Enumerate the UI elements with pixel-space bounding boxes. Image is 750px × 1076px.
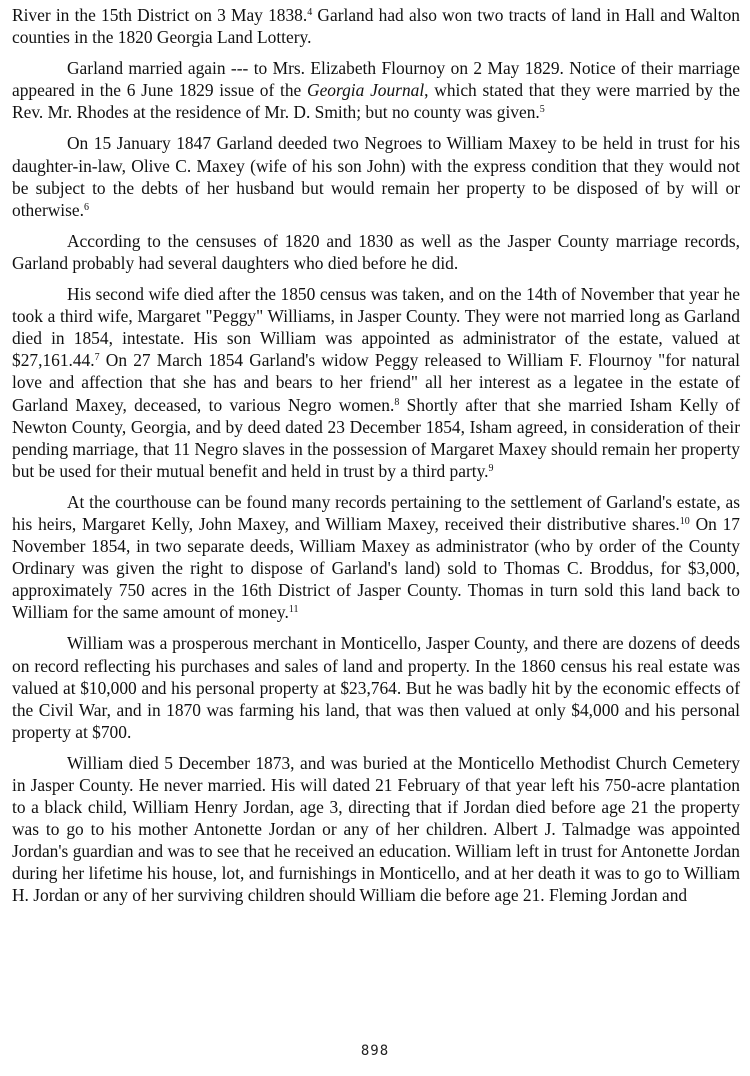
footnote-reference: 10	[679, 515, 690, 527]
paragraph	[12, 632, 740, 742]
paragraph-text: At the courthouse can be found many records pertaining to the settlement of Garland's estate, as his heirs, Margaret Kelly, John Maxey, and William Maxey, received their distributive shares.	[12, 491, 740, 534]
publication-title: Georgia Journal	[307, 80, 425, 101]
footnote-reference: 5	[539, 104, 545, 116]
paragraph	[12, 230, 740, 274]
paragraph	[12, 4, 740, 48]
paragraph-text: Shortly after that she married Isham Kelly of Newton County, Georgia, and by deed dated 23 December 1854, Isham agreed, in consideration of their pending marriage, that 11 Negro slaves in the possession of Margaret Maxey should remain her property but be used for their mutual benefit and held in trust by a third party.	[12, 394, 740, 481]
paragraph	[12, 752, 740, 907]
paragraph	[12, 491, 740, 624]
page-number: 898	[360, 1043, 390, 1059]
paragraph-text: On 15 January 1847 Garland deeded two Negroes to William Maxey to be held in trust for his daughter-in-law, Olive C. Maxey (wife of his son John) with the express condition that they would not be subject to the debts of her husband but would remain her property to be disposed of by will or otherwise.	[12, 133, 740, 220]
paragraph-text: On 27 March 1854 Garland's widow Peggy released to William F. Flournoy "for natural love and affection that she has and bears to her friend" all her interest as a legatee in the estate of Garland Maxey, deceased, to various Negro women.	[12, 350, 740, 415]
paragraph	[12, 283, 740, 482]
footnote-reference: 6	[83, 201, 89, 213]
paragraph	[12, 57, 740, 123]
paragraph-text: Garland married again --- to Mrs. Elizabeth Flournoy on 2 May 1829. Notice of their marriage appeared in the 6 June 1829 issue of the	[12, 58, 740, 101]
document-page	[12, 4, 740, 916]
footnote-reference: 4	[307, 7, 313, 18]
footnote-reference: 7	[94, 352, 100, 364]
paragraph	[12, 132, 740, 220]
paragraph-text: William died 5 December 1873, and was buried at the Monticello Methodist Church Cemetery in Jasper County. He never married. His will dated 21 February of that year left his 750-acre plantation to a black child, William Henry Jordan, age 3, directing that if Jordan died before age 21 the property was to go to his mother Antonette Jordan or any of her children. Albert J. Talmadge was appointed Jordan's guardian and was to see that he received an education. William left in trust for Antonette Jordan during her lifetime his house, lot, and furnishings in Monticello, and at her death it was to go to William H. Jordan or any of her surviving children should William die before age 21. Fleming Jordan and	[12, 752, 740, 906]
paragraph-text: Garland had also won two tracts of land in Hall and Walton counties in the 1820 Georgia Land Lottery.	[12, 5, 740, 48]
paragraph-text: According to the censuses of 1820 and 1830 as well as the Jasper County marriage records, Garland probably had several daughters who died before he did.	[12, 230, 740, 273]
paragraph-text: On 17 November 1854, in two separate deeds, William Maxey as administrator (who by order of the County Ordinary was given the right to dispose of Garland's land) sold to Thomas C. Broddus, for $3,000, approximately 750 acres in the 16th District of Jasper County. Thomas in turn sold this land back to William for the same amount of money.	[12, 513, 740, 623]
footnote-reference: 9	[488, 462, 494, 474]
footnote-reference: 8	[394, 396, 400, 408]
footnote-reference: 11	[288, 604, 299, 616]
paragraph-text: His second wife died after the 1850 census was taken, and on the 14th of November that year he took a third wife, Margaret "Peggy" Williams, in Jasper County. They were not married long as Garland died in 1854, intestate. His son William was appointed as administrator of the estate, valued at $27,161.44.	[12, 284, 740, 371]
paragraph-text: William was a prosperous merchant in Monticello, Jasper County, and there are dozens of deeds on record reflecting his purchases and sales of land and property. In the 1860 census his real estate was valued at $10,000 and his personal property at $23,764. But he was badly hit by the economic effects of the Civil War, and in 1870 was farming his land, that was then valued at only $4,000 and his personal property at $700.	[12, 633, 740, 742]
paragraph-text: , which stated that they were married by the Rev. Mr. Rhodes at the residence of Mr. D. Smith; but no county was given.	[12, 80, 740, 123]
paragraph-text: River in the 15th District on 3 May 1838.	[12, 5, 308, 25]
